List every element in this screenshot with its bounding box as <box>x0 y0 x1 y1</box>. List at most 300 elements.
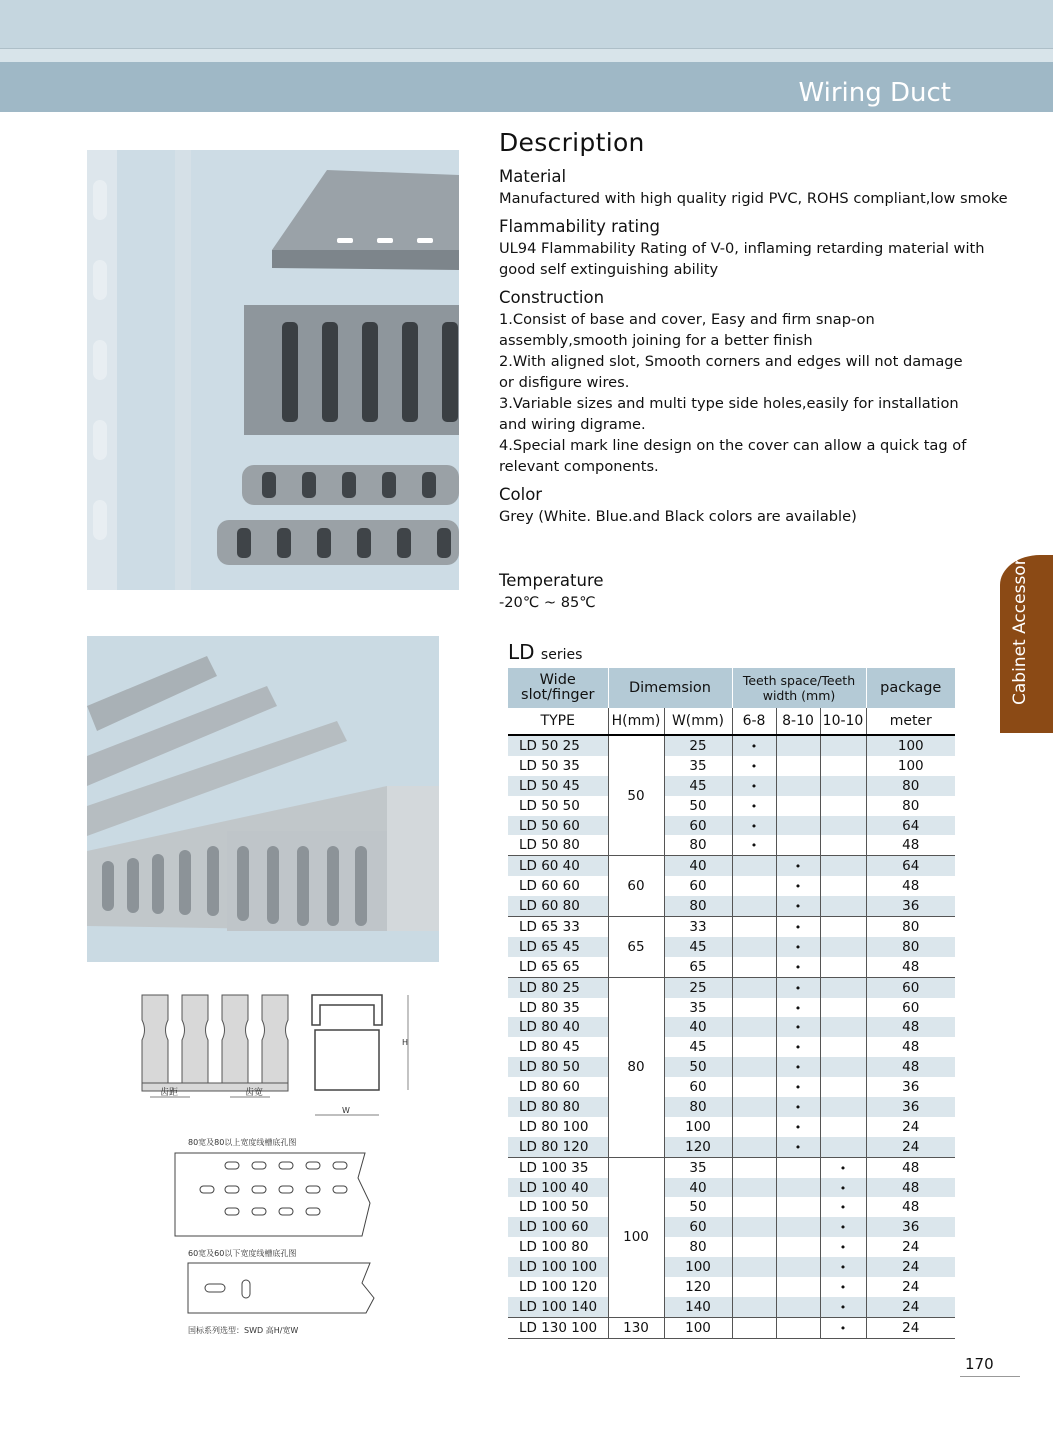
cell-teeth-0 <box>732 917 776 937</box>
table-row <box>508 1317 955 1338</box>
cell-teeth-1 <box>776 756 820 776</box>
section-line: or disfigure wires. <box>499 374 630 391</box>
cell-package: 48 <box>866 1157 955 1177</box>
cell-teeth-0 <box>732 977 776 997</box>
cell-width: 40 <box>664 1017 732 1037</box>
table-row <box>508 937 955 957</box>
label-w: W <box>342 1106 350 1115</box>
cell-teeth-2 <box>820 1197 866 1217</box>
section-line: 4.Special mark line design on the cover can allow a quick tag of <box>499 437 967 454</box>
cell-type: LD 80 120 <box>508 1137 608 1157</box>
cell-package: 24 <box>902 1259 920 1276</box>
table-row <box>508 1157 955 1177</box>
cell-teeth-1 <box>776 796 820 816</box>
cell-package: 48 <box>902 1039 920 1056</box>
cell-teeth-0 <box>732 856 776 876</box>
caption-bottom-holes-wide: 80宽及80以上宽度线槽底孔图 <box>188 1138 297 1147</box>
teeth-dot-icon: • <box>794 1120 802 1134</box>
cell-teeth-0 <box>732 776 776 796</box>
cell-teeth-1 <box>776 1257 820 1277</box>
table-row <box>508 835 955 855</box>
teeth-dot-icon: • <box>839 1241 847 1255</box>
table-row <box>508 1297 955 1317</box>
cell-teeth-2 <box>820 917 866 937</box>
teeth-dot-icon: • <box>794 900 802 914</box>
section-line: and wiring digrame. <box>499 416 646 433</box>
cell-teeth-0 <box>732 1077 776 1097</box>
teeth-dot-icon: • <box>794 1061 802 1075</box>
cell-width: 33 <box>664 917 732 937</box>
table-row <box>508 957 955 977</box>
cell-teeth-1 <box>776 1117 820 1137</box>
teeth-dot-icon: • <box>794 1001 802 1015</box>
cell-teeth-0 <box>732 835 776 855</box>
cell-teeth-0 <box>732 998 776 1018</box>
label-tooth-width: 齿宽 <box>245 1088 264 1098</box>
subheader-10-10: 10-10 <box>820 708 866 735</box>
teeth-dot-icon: • <box>794 940 802 954</box>
caption-series-selection: 国标系列选型：SWD 高H/宽W <box>188 1326 299 1335</box>
cell-teeth-2 <box>820 1077 866 1097</box>
cell-teeth-2 <box>820 1117 866 1137</box>
table-row <box>508 876 955 896</box>
cell-teeth-1 <box>776 776 820 796</box>
table-row <box>508 1017 955 1037</box>
cell-teeth-2 <box>820 998 866 1018</box>
cell-package: 36 <box>902 898 920 915</box>
table-row <box>508 1137 955 1157</box>
cell-type: LD 100 80 <box>508 1237 608 1257</box>
cell-package: 48 <box>902 878 920 895</box>
teeth-dot-icon: • <box>839 1300 847 1314</box>
teeth-dot-icon: • <box>839 1261 847 1275</box>
page-title: Wiring Duct <box>798 78 951 108</box>
cell-teeth-2 <box>820 1057 866 1077</box>
table-row <box>508 1117 955 1137</box>
cell-teeth-0 <box>732 876 776 896</box>
table-row <box>508 1237 955 1257</box>
table-row <box>508 776 955 796</box>
teeth-dot-icon: • <box>839 1161 847 1175</box>
teeth-dot-icon: • <box>794 1041 802 1055</box>
series-name: LD <box>508 640 535 664</box>
cell-teeth-0 <box>732 937 776 957</box>
cell-teeth-2 <box>820 816 866 836</box>
cell-type: LD 130 100 <box>508 1317 608 1338</box>
cell-teeth-2 <box>820 796 866 816</box>
cell-teeth-2 <box>820 1237 866 1257</box>
cell-teeth-1 <box>776 1197 820 1217</box>
table-row <box>508 1057 955 1077</box>
teeth-dot-icon: • <box>839 1280 847 1294</box>
cell-package: 24 <box>902 1298 920 1315</box>
cell-package: 48 <box>902 1059 920 1076</box>
cell-teeth-1 <box>776 1097 820 1117</box>
cell-width: 140 <box>664 1297 732 1317</box>
teeth-dot-icon: • <box>839 1201 847 1215</box>
cell-teeth-0 <box>732 1157 776 1177</box>
cell-teeth-2 <box>820 1317 866 1338</box>
duct-parts-illustration <box>87 150 459 590</box>
teeth-dot-icon: • <box>794 1140 802 1154</box>
cell-type: LD 60 40 <box>508 856 608 876</box>
section-title: Construction <box>499 288 605 307</box>
cell-type: LD 50 50 <box>508 796 608 816</box>
cell-height: 80 <box>608 977 664 1157</box>
cell-width: 120 <box>664 1277 732 1297</box>
cell-type: LD 100 60 <box>508 1217 608 1237</box>
cell-teeth-1 <box>776 1057 820 1077</box>
section-line: 1.Consist of base and cover, Easy and firm snap-on <box>499 311 875 328</box>
header-package: package <box>866 668 955 708</box>
teeth-dot-icon: • <box>750 779 758 793</box>
cell-height: 60 <box>608 856 664 917</box>
cell-width: 50 <box>664 796 732 816</box>
table-row <box>508 1277 955 1297</box>
teeth-dot-icon: • <box>794 1100 802 1114</box>
cell-teeth-2 <box>820 957 866 977</box>
cell-teeth-1 <box>776 1137 820 1157</box>
label-h: H <box>402 1038 409 1047</box>
table-row <box>508 1037 955 1057</box>
cell-teeth-2 <box>820 1017 866 1037</box>
cell-teeth-0 <box>732 1297 776 1317</box>
cell-type: LD 60 60 <box>508 876 608 896</box>
teeth-dot-icon: • <box>750 739 758 753</box>
cell-teeth-1 <box>776 1237 820 1257</box>
cell-package: 80 <box>902 797 920 814</box>
cell-teeth-1 <box>776 1157 820 1177</box>
cell-type: LD 100 35 <box>508 1157 608 1177</box>
teeth-dot-icon: • <box>750 839 758 853</box>
cell-teeth-2 <box>820 1157 866 1177</box>
cell-package: 100 <box>897 737 924 754</box>
cell-teeth-0 <box>732 1057 776 1077</box>
cell-package: 100 <box>897 757 924 774</box>
teeth-dot-icon: • <box>839 1321 847 1335</box>
cell-teeth-2 <box>820 856 866 876</box>
table-row <box>508 1217 955 1237</box>
cell-teeth-0 <box>732 1317 776 1338</box>
teeth-dot-icon: • <box>839 1181 847 1195</box>
cell-type: LD 80 60 <box>508 1077 608 1097</box>
cell-teeth-2 <box>820 1097 866 1117</box>
teeth-dot-icon: • <box>750 759 758 773</box>
cell-teeth-1 <box>776 1037 820 1057</box>
header-top-band <box>0 0 1053 48</box>
cell-type: LD 50 25 <box>508 735 608 756</box>
teeth-dot-icon: • <box>794 880 802 894</box>
table-row <box>508 917 955 937</box>
cell-width: 35 <box>664 1157 732 1177</box>
cell-type: LD 100 140 <box>508 1297 608 1317</box>
table-row <box>508 796 955 816</box>
cell-type: LD 50 35 <box>508 756 608 776</box>
cell-package: 36 <box>902 1098 920 1115</box>
cell-teeth-2 <box>820 1178 866 1198</box>
cell-teeth-2 <box>820 835 866 855</box>
cell-type: LD 50 60 <box>508 816 608 836</box>
cell-width: 40 <box>664 856 732 876</box>
cell-type: LD 80 40 <box>508 1017 608 1037</box>
cell-package: 48 <box>902 1179 920 1196</box>
cell-package: 60 <box>902 999 920 1016</box>
cell-package: 48 <box>902 1199 920 1216</box>
cell-type: LD 80 35 <box>508 998 608 1018</box>
cell-package: 24 <box>902 1138 920 1155</box>
cell-type: LD 80 25 <box>508 977 608 997</box>
cell-package: 48 <box>902 1019 920 1036</box>
section-line: relevant components. <box>499 458 659 475</box>
cell-teeth-1 <box>776 1217 820 1237</box>
cell-teeth-2 <box>820 1037 866 1057</box>
caption-bottom-holes-narrow: 60宽及60以下宽度线槽底孔图 <box>188 1249 297 1258</box>
teeth-dot-icon: • <box>794 981 802 995</box>
table-subheader-row <box>508 708 955 735</box>
description-heading: Description <box>499 128 645 157</box>
cell-teeth-1 <box>776 876 820 896</box>
teeth-dot-icon: • <box>794 1021 802 1035</box>
cell-teeth-1 <box>776 977 820 997</box>
cell-teeth-0 <box>732 1197 776 1217</box>
cell-width: 45 <box>664 1037 732 1057</box>
cell-teeth-1 <box>776 816 820 836</box>
header-divider <box>0 48 1053 63</box>
cell-teeth-0 <box>732 1277 776 1297</box>
teeth-dot-icon: • <box>794 960 802 974</box>
subheader-type: TYPE <box>508 708 608 735</box>
cell-teeth-2 <box>820 1257 866 1277</box>
table-row <box>508 1197 955 1217</box>
cell-teeth-1 <box>776 1017 820 1037</box>
cell-width: 25 <box>664 735 732 756</box>
cell-package: 64 <box>902 817 920 834</box>
cell-package: 24 <box>866 1317 955 1338</box>
cell-type: LD 50 45 <box>508 776 608 796</box>
label-tooth-space: 齿距 <box>160 1088 179 1098</box>
cell-width: 60 <box>664 1077 732 1097</box>
cell-teeth-2 <box>820 1217 866 1237</box>
teeth-dot-icon: • <box>839 1221 847 1235</box>
cell-teeth-0 <box>732 1097 776 1117</box>
duct-assembly-illustration <box>87 636 439 962</box>
description-block <box>499 128 1039 613</box>
table-row <box>508 1257 955 1277</box>
cell-teeth-0 <box>732 1037 776 1057</box>
cell-teeth-2 <box>820 1297 866 1317</box>
cell-package: 48 <box>902 837 920 854</box>
cell-package: 48 <box>902 958 920 975</box>
cell-type: LD 65 33 <box>508 917 608 937</box>
subheader-w: W(mm) <box>664 708 732 735</box>
cell-teeth-2 <box>820 735 866 756</box>
table-row <box>508 1097 955 1117</box>
cell-package: 36 <box>902 1219 920 1236</box>
cell-width: 80 <box>664 896 732 916</box>
cell-type: LD 80 80 <box>508 1097 608 1117</box>
cell-teeth-2 <box>820 1137 866 1157</box>
cell-package: 36 <box>902 1079 920 1096</box>
cell-teeth-1 <box>776 917 820 937</box>
cell-type: LD 100 100 <box>508 1257 608 1277</box>
bottom-holes-wide-drawing <box>170 1148 385 1243</box>
cell-teeth-2 <box>820 756 866 776</box>
cell-height: 50 <box>608 735 664 856</box>
cell-teeth-0 <box>732 1178 776 1198</box>
cell-width: 35 <box>664 998 732 1018</box>
description-sections <box>499 167 1039 527</box>
teeth-dot-icon: • <box>794 860 802 874</box>
cell-width: 65 <box>664 957 732 977</box>
table-row <box>508 896 955 916</box>
product-photo-duct-assembly <box>87 636 439 962</box>
subheader-meter: meter <box>866 708 955 735</box>
cell-height: 65 <box>608 917 664 978</box>
cell-type: LD 50 80 <box>508 835 608 855</box>
section-line: good self extinguishing ability <box>499 261 719 278</box>
cell-width: 50 <box>664 1057 732 1077</box>
table-row <box>508 856 955 876</box>
page-number: 170 <box>965 1355 994 1373</box>
cell-teeth-1 <box>776 1317 820 1338</box>
cell-teeth-1 <box>776 937 820 957</box>
cell-teeth-0 <box>732 816 776 836</box>
side-tab-label: Cabinet Accessories <box>1010 534 1030 705</box>
series-title <box>508 640 582 664</box>
cell-teeth-0 <box>732 1137 776 1157</box>
section-line: UL94 Flammability Rating of V-0, inflaming retarding material with <box>499 240 985 257</box>
cell-teeth-1 <box>776 856 820 876</box>
bottom-holes-narrow-drawing <box>170 1258 385 1318</box>
cell-teeth-0 <box>732 1237 776 1257</box>
cell-package: 24 <box>902 1239 920 1256</box>
cell-teeth-1 <box>776 1277 820 1297</box>
table-header-row <box>508 668 955 708</box>
section-title: Color <box>499 485 543 504</box>
cell-teeth-0 <box>732 957 776 977</box>
cell-width: 60 <box>664 876 732 896</box>
cell-width: 35 <box>664 756 732 776</box>
cell-teeth-2 <box>820 977 866 997</box>
cell-teeth-1 <box>776 957 820 977</box>
cell-width: 45 <box>664 937 732 957</box>
cell-teeth-2 <box>820 776 866 796</box>
cell-teeth-1 <box>776 835 820 855</box>
cell-type: LD 100 50 <box>508 1197 608 1217</box>
cell-width: 80 <box>664 1097 732 1117</box>
cell-width: 100 <box>664 1317 732 1338</box>
cell-type: LD 60 80 <box>508 896 608 916</box>
cell-width: 100 <box>664 1257 732 1277</box>
cell-height: 130 <box>608 1317 664 1338</box>
cell-width: 45 <box>664 776 732 796</box>
table-row <box>508 977 955 997</box>
cell-teeth-0 <box>732 735 776 756</box>
cell-width: 40 <box>664 1178 732 1198</box>
cell-teeth-0 <box>732 896 776 916</box>
table-row <box>508 735 955 756</box>
table-row <box>508 816 955 836</box>
product-photo-duct-parts <box>87 150 459 590</box>
cell-type: LD 80 45 <box>508 1037 608 1057</box>
cell-type: LD 80 100 <box>508 1117 608 1137</box>
spec-table <box>508 668 955 1339</box>
cell-package: 60 <box>866 977 955 997</box>
cell-teeth-1 <box>776 1077 820 1097</box>
temperature-value: -20℃ ~ 85℃ <box>499 594 596 611</box>
section-title: Flammability rating <box>499 217 661 236</box>
teeth-dot-icon: • <box>750 819 758 833</box>
cell-teeth-1 <box>776 1178 820 1198</box>
cell-width: 80 <box>664 1237 732 1257</box>
cell-package: 80 <box>902 777 920 794</box>
cell-height: 100 <box>608 1157 664 1317</box>
cell-width: 60 <box>664 1217 732 1237</box>
page-number-rule <box>960 1376 1020 1377</box>
subheader-6-8: 6-8 <box>732 708 776 735</box>
cell-teeth-0 <box>732 1217 776 1237</box>
table-row <box>508 998 955 1018</box>
cell-teeth-0 <box>732 796 776 816</box>
header-wide-slot: Wide slot/finger <box>508 668 608 708</box>
section-line: 3.Variable sizes and multi type side holes,easily for installation <box>499 395 959 412</box>
cell-teeth-2 <box>820 1277 866 1297</box>
cell-width: 60 <box>664 816 732 836</box>
cell-type: LD 65 45 <box>508 937 608 957</box>
series-suffix: series <box>540 647 583 663</box>
cell-width: 100 <box>664 1117 732 1137</box>
cell-teeth-0 <box>732 1017 776 1037</box>
table-row <box>508 1077 955 1097</box>
cell-teeth-1 <box>776 896 820 916</box>
cell-package: 64 <box>866 856 955 876</box>
cell-teeth-0 <box>732 756 776 776</box>
cell-teeth-1 <box>776 735 820 756</box>
cell-teeth-2 <box>820 937 866 957</box>
section-line: assembly,smooth joining for a better finish <box>499 332 813 349</box>
cell-type: LD 65 65 <box>508 957 608 977</box>
spec-table-body <box>508 735 955 1338</box>
table-row <box>508 1178 955 1198</box>
cell-package: 80 <box>866 917 955 937</box>
cell-package: 24 <box>902 1278 920 1295</box>
header-teeth: Teeth space/Teeth width (mm) <box>732 668 866 708</box>
teeth-dot-icon: • <box>794 1081 802 1095</box>
teeth-dot-icon: • <box>750 799 758 813</box>
cell-teeth-1 <box>776 998 820 1018</box>
section-line: Manufactured with high quality rigid PVC, ROHS compliant,low smoke <box>499 190 1008 207</box>
cell-type: LD 80 50 <box>508 1057 608 1077</box>
section-line: Grey (White. Blue.and Black colors are available) <box>499 508 857 525</box>
tooth-profile-drawing <box>130 985 430 1125</box>
cell-package: 80 <box>902 938 920 955</box>
cell-type: LD 100 40 <box>508 1178 608 1198</box>
cell-teeth-0 <box>732 1117 776 1137</box>
cell-width: 50 <box>664 1197 732 1217</box>
cell-package: 24 <box>902 1118 920 1135</box>
cell-teeth-2 <box>820 896 866 916</box>
table-row <box>508 756 955 776</box>
section-title: Material <box>499 167 567 186</box>
cell-teeth-0 <box>732 1257 776 1277</box>
header-dimension: Dimemsion <box>608 668 732 708</box>
section-line: 2.With aligned slot, Smooth corners and edges will not damage <box>499 353 963 370</box>
cell-width: 25 <box>664 977 732 997</box>
teeth-dot-icon: • <box>794 920 802 934</box>
cell-teeth-1 <box>776 1297 820 1317</box>
temperature-title: Temperature <box>499 571 604 590</box>
cell-teeth-2 <box>820 876 866 896</box>
